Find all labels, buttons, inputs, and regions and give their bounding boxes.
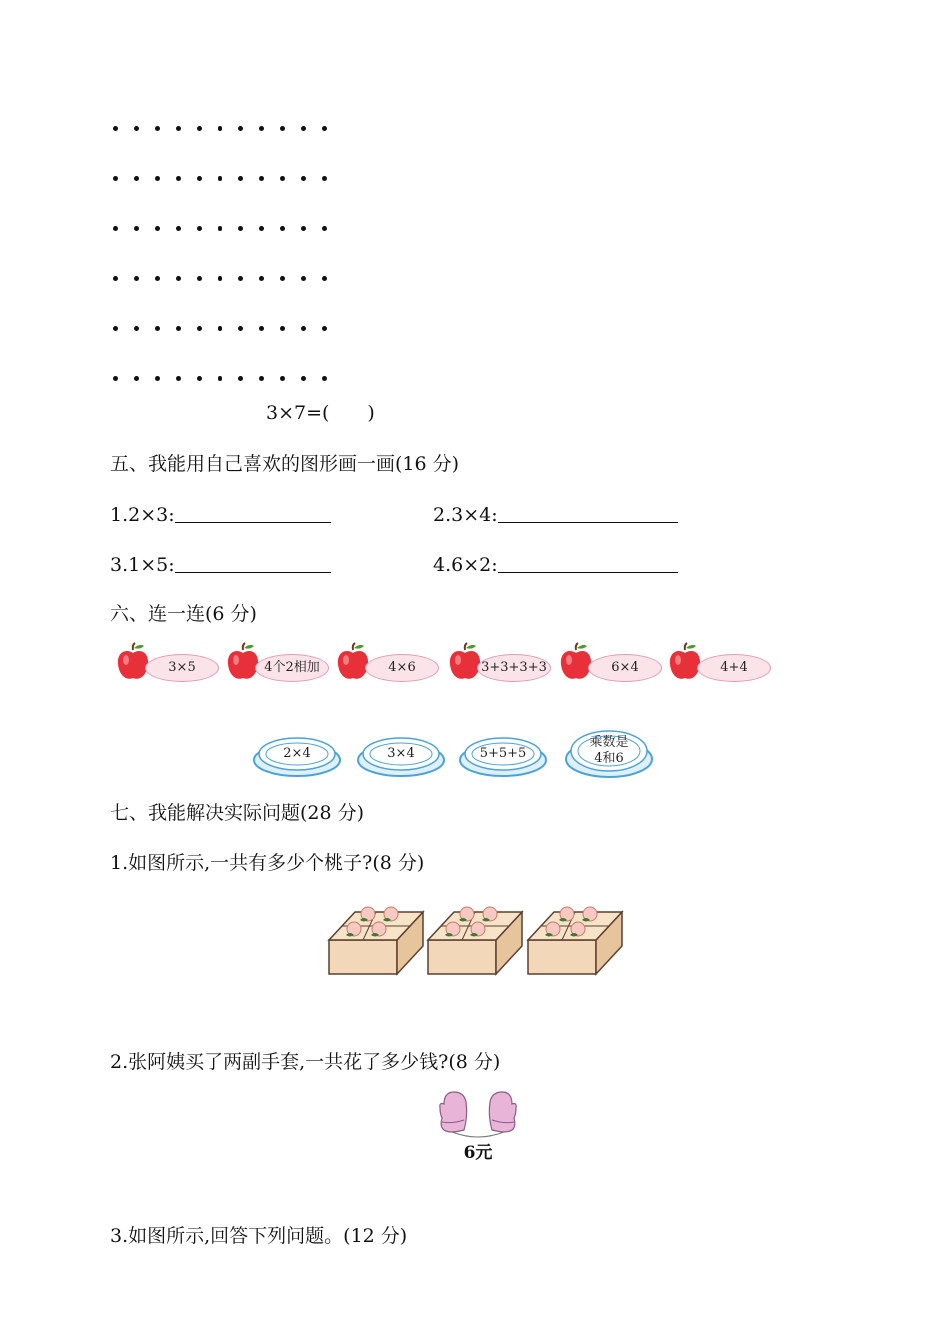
plate-expression: 3×4 (387, 746, 415, 761)
dot (155, 226, 160, 231)
dot (113, 226, 118, 231)
dot (155, 326, 160, 331)
dot (176, 126, 181, 131)
dot-grid (113, 103, 343, 403)
dot (197, 276, 202, 281)
dot (197, 126, 202, 131)
apple-icon (225, 642, 261, 682)
dot (134, 126, 139, 131)
dot (238, 126, 243, 131)
dot (113, 176, 118, 181)
dot (155, 376, 160, 381)
plate-expression: 5+5+5 (479, 746, 527, 761)
dot (322, 126, 327, 131)
apple-icon (115, 642, 151, 682)
dot (259, 126, 264, 131)
plate-expression: 2×4 (283, 746, 311, 761)
apple-expression: 4×6 (365, 654, 439, 682)
dot (259, 376, 264, 381)
apple-icon (667, 642, 703, 682)
dot (218, 326, 223, 331)
apple-icon (447, 642, 483, 682)
plate-3[interactable] (459, 730, 547, 778)
dot (134, 326, 139, 331)
dot (155, 176, 160, 181)
dot (301, 376, 306, 381)
dot (238, 276, 243, 281)
peach-box-icon (526, 900, 626, 976)
plate-2[interactable] (357, 730, 445, 778)
draw-item-1-label: 1.2×3: (110, 504, 175, 526)
dot (259, 226, 264, 231)
dot (218, 276, 223, 281)
section6-title: 六、连一连(6 分) (110, 603, 257, 625)
dot (280, 226, 285, 231)
apple-icon (335, 642, 371, 682)
draw-item-2-label: 2.3×4: (433, 504, 498, 526)
draw-item-3-label: 3.1×5: (110, 554, 175, 576)
question-3: 3.如图所示,回答下列问题。(12 分) (110, 1225, 408, 1247)
answer-line-2[interactable] (498, 522, 678, 523)
apple-expression: 6×4 (588, 654, 662, 682)
dot (134, 276, 139, 281)
peach-box-3 (526, 900, 626, 980)
dot (134, 176, 139, 181)
dot (197, 226, 202, 231)
dot (113, 326, 118, 331)
dot (301, 126, 306, 131)
dot-row (113, 303, 343, 353)
dot (197, 376, 202, 381)
peach-box-2 (426, 900, 526, 980)
draw-item-1 (110, 503, 331, 527)
dot (176, 326, 181, 331)
dot (113, 276, 118, 281)
dot (322, 276, 327, 281)
dot (280, 376, 285, 381)
answer-line-1[interactable] (175, 522, 331, 523)
dot (113, 126, 118, 131)
gloves-illustration (438, 1088, 518, 1163)
dot (134, 376, 139, 381)
dot (301, 276, 306, 281)
answer-line-4[interactable] (498, 572, 678, 573)
dot (176, 226, 181, 231)
dot (218, 176, 223, 181)
mitten-icon (438, 1088, 518, 1140)
dot (259, 176, 264, 181)
apple-expression: 3+3+3+3 (477, 654, 551, 682)
dot (238, 176, 243, 181)
equation-3x7: 3×7=( ) (266, 402, 375, 424)
question-2: 2.张阿姨买了两副手套,一共花了多少钱?(8 分) (110, 1051, 501, 1073)
dot (176, 176, 181, 181)
dot-row (113, 203, 343, 253)
peach-box-icon (426, 900, 526, 976)
section5-title: 五、我能用自己喜欢的图形画一画(16 分) (110, 453, 460, 475)
plate-expression: 乘数是 4和6 (589, 735, 629, 766)
draw-item-2 (433, 503, 678, 527)
dot (280, 126, 285, 131)
dot (259, 276, 264, 281)
dot-row (113, 103, 343, 153)
apple-expression: 4个2相加 (255, 654, 329, 682)
dot-row (113, 253, 343, 303)
plate-4[interactable] (565, 725, 653, 779)
dot (259, 326, 264, 331)
peach-box-1 (327, 900, 427, 980)
dot (218, 126, 223, 131)
draw-item-4 (433, 553, 678, 577)
dot (322, 376, 327, 381)
dot (134, 226, 139, 231)
dot (322, 176, 327, 181)
dot (301, 326, 306, 331)
dot (238, 226, 243, 231)
dot (280, 326, 285, 331)
dot (280, 176, 285, 181)
dot-row (113, 153, 343, 203)
dot (238, 326, 243, 331)
dot (322, 326, 327, 331)
dot-row (113, 353, 343, 403)
dot (218, 226, 223, 231)
apple-expression: 4+4 (697, 654, 771, 682)
plate-1[interactable] (253, 730, 341, 778)
dot (197, 326, 202, 331)
draw-item-3 (110, 553, 331, 577)
dot (238, 376, 243, 381)
dot (218, 376, 223, 381)
dot (113, 376, 118, 381)
answer-line-3[interactable] (175, 572, 331, 573)
question-1: 1.如图所示,一共有多少个桃子?(8 分) (110, 852, 425, 874)
dot (155, 276, 160, 281)
dot (301, 176, 306, 181)
apple-icon (558, 642, 594, 682)
section7-title: 七、我能解决实际问题(28 分) (110, 802, 365, 824)
dot (197, 176, 202, 181)
dot (176, 276, 181, 281)
dot (155, 126, 160, 131)
dot (280, 276, 285, 281)
draw-item-4-label: 4.6×2: (433, 554, 498, 576)
apple-expression: 3×5 (145, 654, 219, 682)
dot (301, 226, 306, 231)
dot (176, 376, 181, 381)
dot (322, 226, 327, 231)
glove-price: 6元 (463, 1143, 493, 1163)
peach-box-icon (327, 900, 427, 976)
